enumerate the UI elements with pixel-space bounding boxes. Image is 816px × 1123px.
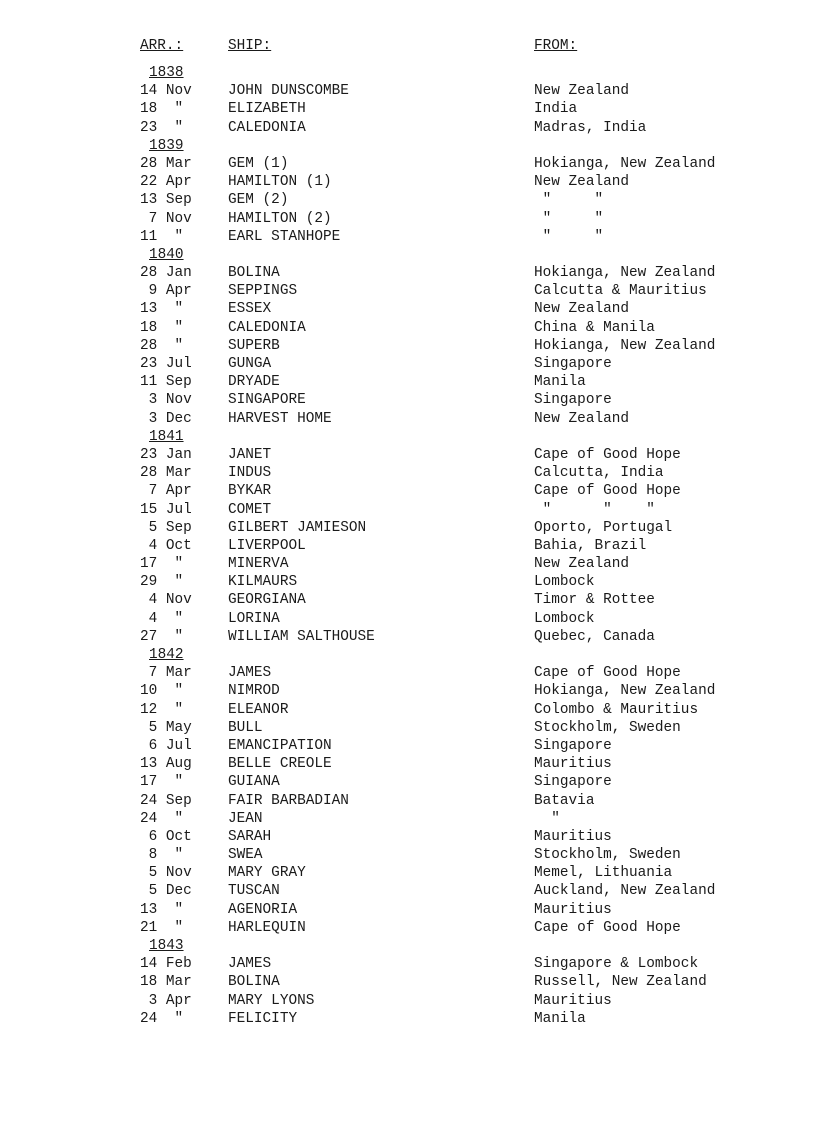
arrival-row [0,955,816,973]
arrival-row [0,264,816,282]
origin: New Zealand [534,174,629,191]
ship-name: BULL [228,719,263,736]
ship-name: JAMES [228,665,272,682]
arrival-date: 18 " [140,101,184,118]
origin: Singapore [534,356,612,372]
arrival-date: 5 Sep [140,519,192,536]
ship-name: KILMAURS [228,574,298,591]
arrival-row [0,319,816,337]
arrival-date: 24 " [140,1010,184,1027]
arrival-date: 6 Jul [140,737,192,754]
arrival-row [0,792,816,810]
arrival-date: 4 Nov [140,592,192,609]
ship-name: LIVERPOOL [228,537,306,554]
arrival-row [0,464,816,482]
year-heading [0,64,816,82]
ship-name: INDUS [228,465,272,482]
ship-name: GEM (1) [228,155,289,172]
arrival-row [0,155,816,173]
ship-name: ELIZABETH [228,101,306,118]
arrival-row [0,282,816,300]
origin: Oporto, Portugal [534,519,673,536]
origin: Batavia [534,792,595,809]
arrival-date: 4 Oct [140,537,192,554]
arrival-row [0,610,816,628]
ship-name: HAMILTON (2) [228,210,332,227]
ship-name: JAMES [228,956,272,973]
ship-name: HARVEST HOME [228,410,332,427]
ship-name: SINGAPORE [228,392,306,409]
arrival-date: 5 May [140,719,192,736]
arrival-date: 28 Jan [140,265,192,282]
origin: " " [534,210,604,227]
arrival-date: 11 " [140,228,184,245]
ship-name: HAMILTON (1) [228,174,332,191]
origin: Stockholm, Sweden [534,847,681,864]
origin: Stockholm, Sweden [534,719,681,736]
ship-name: FELICITY [228,1010,298,1027]
arrival-row [0,901,816,919]
arrival-row [0,973,816,991]
arrival-row [0,882,816,900]
origin: Mauritius [534,901,612,918]
arrival-date: 13 " [140,901,184,918]
origin: Singapore [534,392,612,409]
origin: Hokianga, New Zealand [534,155,716,172]
arrival-row [0,482,816,500]
origin: China & Manila [534,319,655,336]
origin: Singapore [534,774,612,791]
arrival-row [0,591,816,609]
origin: Hokianga, New Zealand [534,265,716,282]
arrival-row [0,992,816,1010]
ship-name: BYKAR [228,483,272,500]
arrival-date: 28 " [140,337,184,354]
origin: Manila [534,1010,586,1027]
arrival-date: 23 Jan [140,446,192,463]
year-label: 1841 [149,428,184,445]
arrival-row [0,755,816,773]
year-heading [0,428,816,446]
origin: New Zealand [534,83,629,100]
arrival-date: 3 Dec [140,410,192,427]
ship-name: EMANCIPATION [228,737,332,754]
arrival-date: 8 " [140,847,184,864]
origin: Bahia, Brazil [534,537,647,554]
arrival-row [0,737,816,755]
arrival-date: 13 " [140,301,184,318]
arrival-date: 12 " [140,701,184,718]
ship-name: GILBERT JAMIESON [228,519,367,536]
ship-name: AGENORIA [228,901,298,918]
arrival-row [0,628,816,646]
year-heading [0,646,816,664]
arrival-date: 7 Mar [140,665,192,682]
arrival-date: 27 " [140,628,184,645]
ship-name: MARY GRAY [228,865,306,882]
ship-name: SEPPINGS [228,283,298,300]
arrival-date: 22 Apr [140,174,192,191]
ship-name: BOLINA [228,974,280,991]
ship-name: HARLEQUIN [228,919,306,936]
origin: Mauritius [534,992,612,1009]
origin: New Zealand [534,410,629,427]
arrival-date: 23 " [140,119,184,136]
arrival-date: 3 Nov [140,392,192,409]
arrival-row [0,828,816,846]
ship-name: GEORGIANA [228,592,306,609]
origin: Quebec, Canada [534,628,655,645]
arrival-date: 23 Jul [140,356,192,372]
ship-name: TUSCAN [228,883,280,900]
arrival-row [0,410,816,428]
ship-name: CALEDONIA [228,319,306,336]
ship-name: GUIANA [228,774,280,791]
arrival-date: 5 Nov [140,865,192,882]
arrival-row [0,391,816,409]
arrival-date: 14 Nov [140,83,192,100]
arrival-date: 11 Sep [140,374,192,391]
arrival-date: 13 Aug [140,756,192,773]
arrival-date: 14 Feb [140,956,192,973]
header-from: FROM: [534,38,578,54]
arrival-row [0,373,816,391]
arrival-date: 29 " [140,574,184,591]
ship-name: BELLE CREOLE [228,756,332,773]
arrival-row [0,337,816,355]
origin: Memel, Lithuania [534,865,673,882]
arrival-row [0,501,816,519]
year-label: 1842 [149,647,184,663]
arrival-row [0,846,816,864]
arrival-date: 9 Apr [140,283,192,300]
ship-name: SUPERB [228,337,280,354]
ship-name: JANET [228,446,272,463]
ship-name: SWEA [228,847,263,864]
origin: " " [534,228,604,245]
arrival-row [0,300,816,318]
origin: Cape of Good Hope [534,483,681,500]
arrival-row [0,664,816,682]
ship-name: JOHN DUNSCOMBE [228,83,349,100]
origin: Madras, India [534,119,647,136]
ship-name: DRYADE [228,374,280,391]
origin: Auckland, New Zealand [534,883,716,900]
ship-name: GEM (2) [228,192,289,209]
ship-name: ELEANOR [228,701,289,718]
year-heading [0,246,816,264]
origin: Colombo & Mauritius [534,701,699,718]
ship-name: EARL STANHOPE [228,228,341,245]
arrival-date: 15 Jul [140,501,192,518]
origin: Singapore & Lombock [534,956,699,973]
ship-name: COMET [228,501,272,518]
origin: Mauritius [534,828,612,845]
origin: Calcutta, India [534,465,664,482]
arrival-row [0,555,816,573]
arrival-date: 7 Nov [140,210,192,227]
arrival-date: 24 " [140,810,184,827]
origin: Lombock [534,610,595,627]
arrival-row [0,446,816,464]
arrival-row [0,773,816,791]
ship-name: WILLIAM SALTHOUSE [228,628,375,645]
origin: Singapore [534,737,612,754]
arrival-row [0,537,816,555]
origin: Russell, New Zealand [534,974,707,991]
year-label: 1840 [149,246,184,263]
ship-name: LORINA [228,610,280,627]
origin: Cape of Good Hope [534,665,681,682]
year-heading [0,137,816,155]
origin: Cape of Good Hope [534,446,681,463]
arrival-date: 6 Oct [140,828,192,845]
arrival-row [0,682,816,700]
arrival-date: 10 " [140,683,184,700]
column-headers [0,37,816,55]
origin: New Zealand [534,301,629,318]
year-label: 1843 [149,938,184,954]
origin: Lombock [534,574,595,591]
arrival-row [0,100,816,118]
arrival-date: 5 Dec [140,883,192,900]
ship-name: BOLINA [228,265,280,282]
arrival-date: 18 Mar [140,974,192,991]
arrival-date: 7 Apr [140,483,192,500]
arrival-row [0,573,816,591]
arrival-row [0,355,816,373]
arrival-row [0,519,816,537]
arrival-date: 18 " [140,319,184,336]
arrival-date: 13 Sep [140,192,192,209]
arrival-row [0,173,816,191]
origin: Mauritius [534,756,612,773]
origin: India [534,101,578,118]
year-heading [0,937,816,955]
origin: Hokianga, New Zealand [534,683,716,700]
year-label: 1838 [149,65,184,81]
arrival-row [0,919,816,937]
header-ship: SHIP: [228,38,272,54]
origin: Timor & Rottee [534,592,655,609]
origin: Cape of Good Hope [534,919,681,936]
arrival-row [0,1010,816,1028]
arrival-date: 17 " [140,774,184,791]
ship-name: NIMROD [228,683,280,700]
ship-name: MINERVA [228,556,289,573]
arrival-row [0,228,816,246]
arrival-row [0,864,816,882]
arrival-date: 28 Mar [140,155,192,172]
arrival-row [0,82,816,100]
arrival-date: 24 Sep [140,792,192,809]
origin: " " [534,192,604,209]
arrival-row [0,119,816,137]
arrival-date: 21 " [140,919,184,936]
ship-name: FAIR BARBADIAN [228,792,349,809]
ship-name: ESSEX [228,301,272,318]
arrivals-list [0,64,816,1028]
arrival-date: 3 Apr [140,992,192,1009]
origin: " " " [534,501,655,518]
ship-name: JEAN [228,810,263,827]
arrival-row [0,810,816,828]
ship-name: MARY LYONS [228,992,315,1009]
origin: New Zealand [534,556,629,573]
arrival-date: 17 " [140,556,184,573]
origin: Manila [534,374,586,391]
year-label: 1839 [149,137,184,154]
ship-name: CALEDONIA [228,119,306,136]
origin: " [534,810,560,827]
arrival-row [0,719,816,737]
arrival-row [0,210,816,228]
arrival-date: 4 " [140,610,184,627]
ship-name: GUNGA [228,356,272,372]
ship-name: SARAH [228,828,272,845]
arrival-row [0,701,816,719]
arrival-row [0,191,816,209]
origin: Calcutta & Mauritius [534,283,707,300]
arrival-date: 28 Mar [140,465,192,482]
origin: Hokianga, New Zealand [534,337,716,354]
header-arrival: ARR.: [140,38,184,54]
